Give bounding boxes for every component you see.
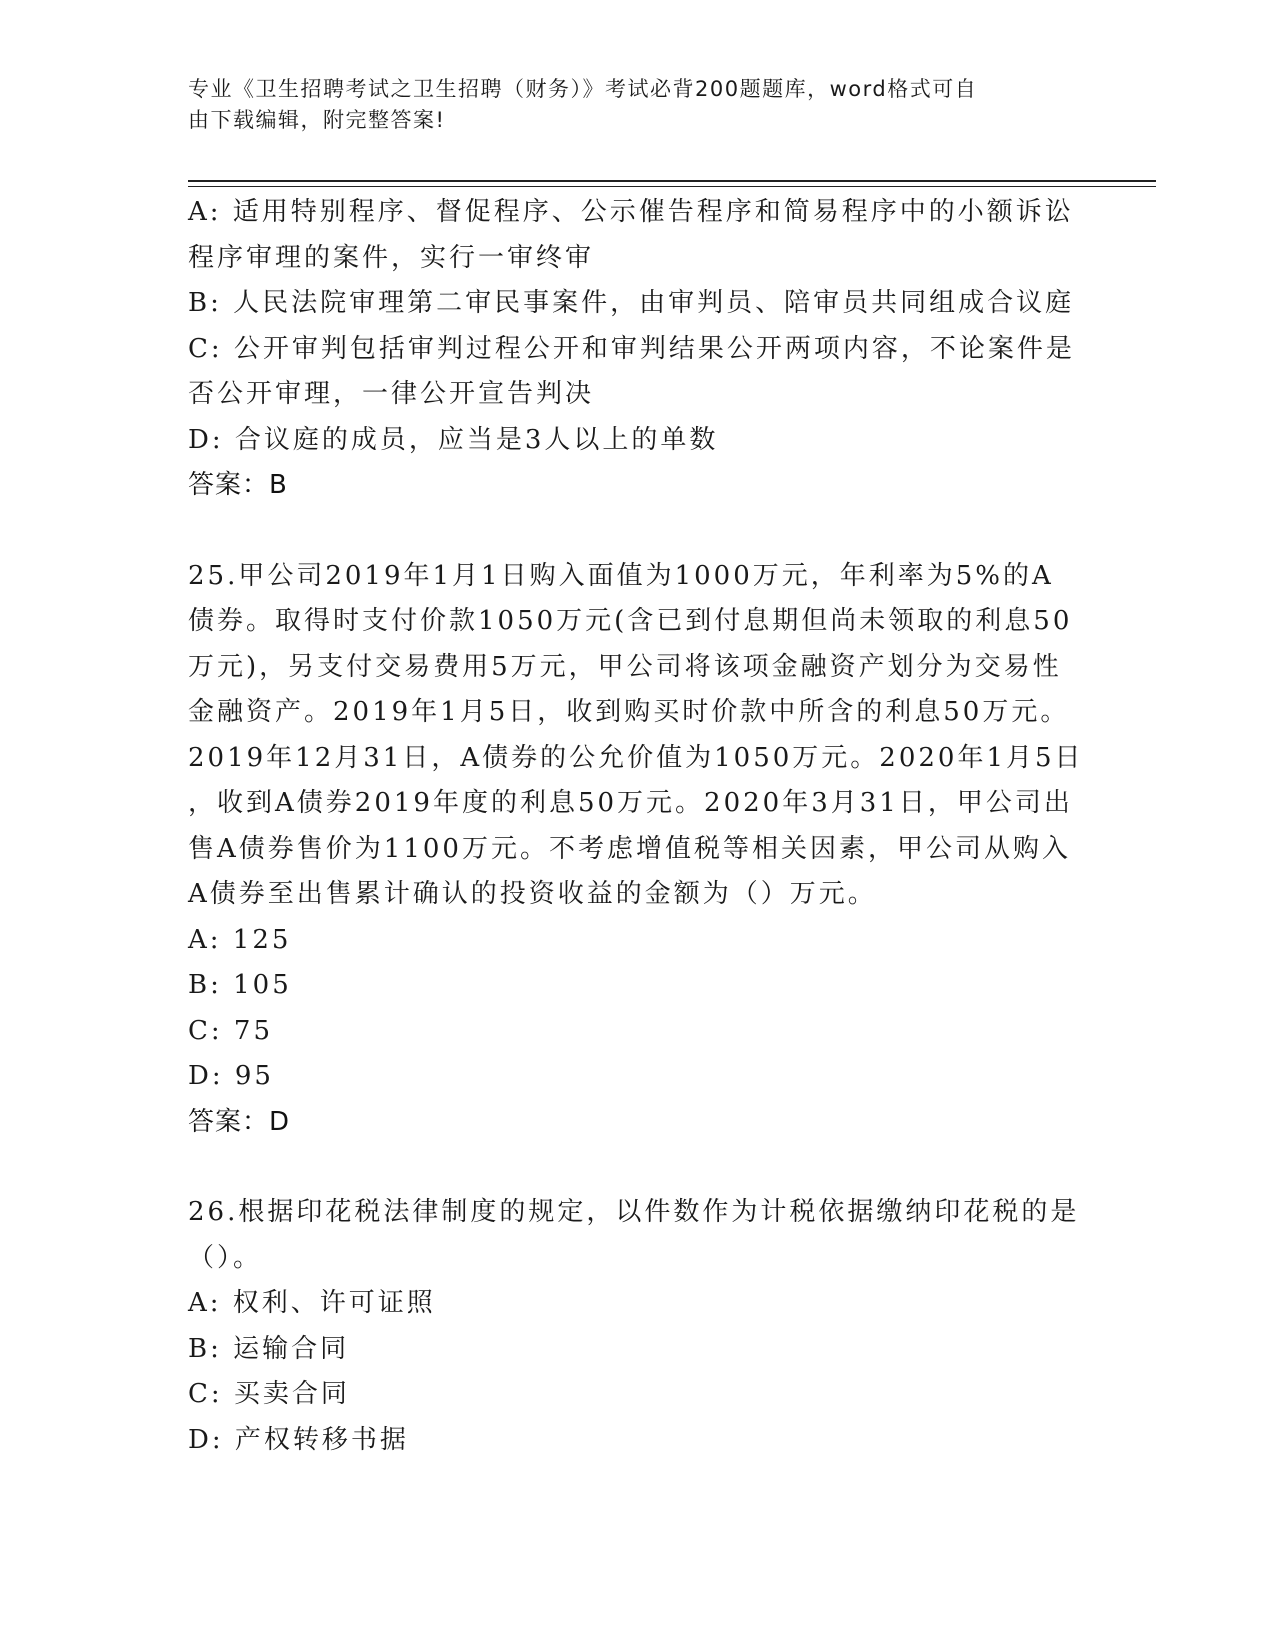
header-divider-thin — [188, 186, 1156, 187]
stem-line: ，收到A债券2019年度的利息50万元。2020年3月31日，甲公司出 — [188, 788, 1073, 818]
document-body — [188, 190, 1084, 1463]
stem-line: 2019年12月31日，A债券的公允价值为1050万元。2020年1月5日 — [188, 742, 1084, 773]
question-24-options — [188, 190, 1078, 463]
option-c-line: C: 公开审判包括审判过程公开和审判结果公开两项内容，不论案件是 — [188, 333, 1075, 364]
stem-line: 26.根据印花税法律制度的规定，以件数作为计税依据缴纳印花税的是 — [188, 1197, 1080, 1227]
option-a-line-continued: 程序审理的案件，实行一审终审 — [188, 242, 595, 273]
stem-line: 25.甲公司2019年1月1日购入面值为1000万元，年利率为5%的A — [188, 560, 1054, 591]
stem-line: A债券至出售累计确认的投资收益的金额为（）万元。 — [188, 879, 877, 909]
stem-line: （）。 — [188, 1242, 263, 1273]
header-divider — [188, 180, 1156, 182]
question-25-options — [188, 918, 1078, 1100]
option-c-line-continued: 否公开审理，一律公开宣告判决 — [188, 379, 595, 409]
stem-line: 金融资产。2019年1月5日，收到购买时价款中所含的利息50万元。 — [188, 697, 1070, 727]
option-b-line: B: 人民法院审理第二审民事案件，由审判员、陪审员共同组成合议庭 — [188, 288, 1075, 318]
stem-line: 万元)，另支付交易费用5万元，甲公司将该项金融资产划分为交易性 — [188, 651, 1062, 682]
header-line: 专业《卫生招聘考试之卫生招聘（财务）》考试必背200题题库，word格式可自 — [188, 77, 978, 101]
header-line: 由下载编辑，附完整答案! — [188, 108, 446, 132]
question-24-answer: 答案：B — [188, 470, 288, 500]
option-a: A: 权利、许可证照 — [188, 1288, 436, 1318]
document-header — [188, 74, 1068, 136]
option-a-line: A: 适用特别程序、督促程序、公示催告程序和简易程序中的小额诉讼 — [188, 197, 1074, 227]
question-26-stem — [188, 1190, 1078, 1281]
question-25-answer: 答案：D — [188, 1106, 291, 1137]
option-c: C: 买卖合同 — [188, 1379, 350, 1409]
stem-line: 售A债券售价为1100万元。不考虑增值税等相关因素，甲公司从购入 — [188, 833, 1071, 864]
option-c: C: 75 — [188, 1015, 274, 1046]
option-d: D: 产权转移书据 — [188, 1424, 409, 1455]
spacer — [188, 509, 1078, 554]
option-a: A: 125 — [188, 924, 292, 955]
option-d: D: 95 — [188, 1061, 274, 1091]
option-b: B: 105 — [188, 970, 292, 1000]
spacer — [188, 1145, 1078, 1190]
option-b: B: 运输合同 — [188, 1333, 350, 1364]
option-d-line: D: 合议庭的成员，应当是3人以上的单数 — [188, 424, 719, 455]
question-26-options — [188, 1281, 1078, 1463]
stem-line: 债券。取得时支付价款1050万元(含已到付息期但尚未领取的利息50 — [188, 606, 1073, 636]
question-25-stem — [188, 554, 1084, 918]
